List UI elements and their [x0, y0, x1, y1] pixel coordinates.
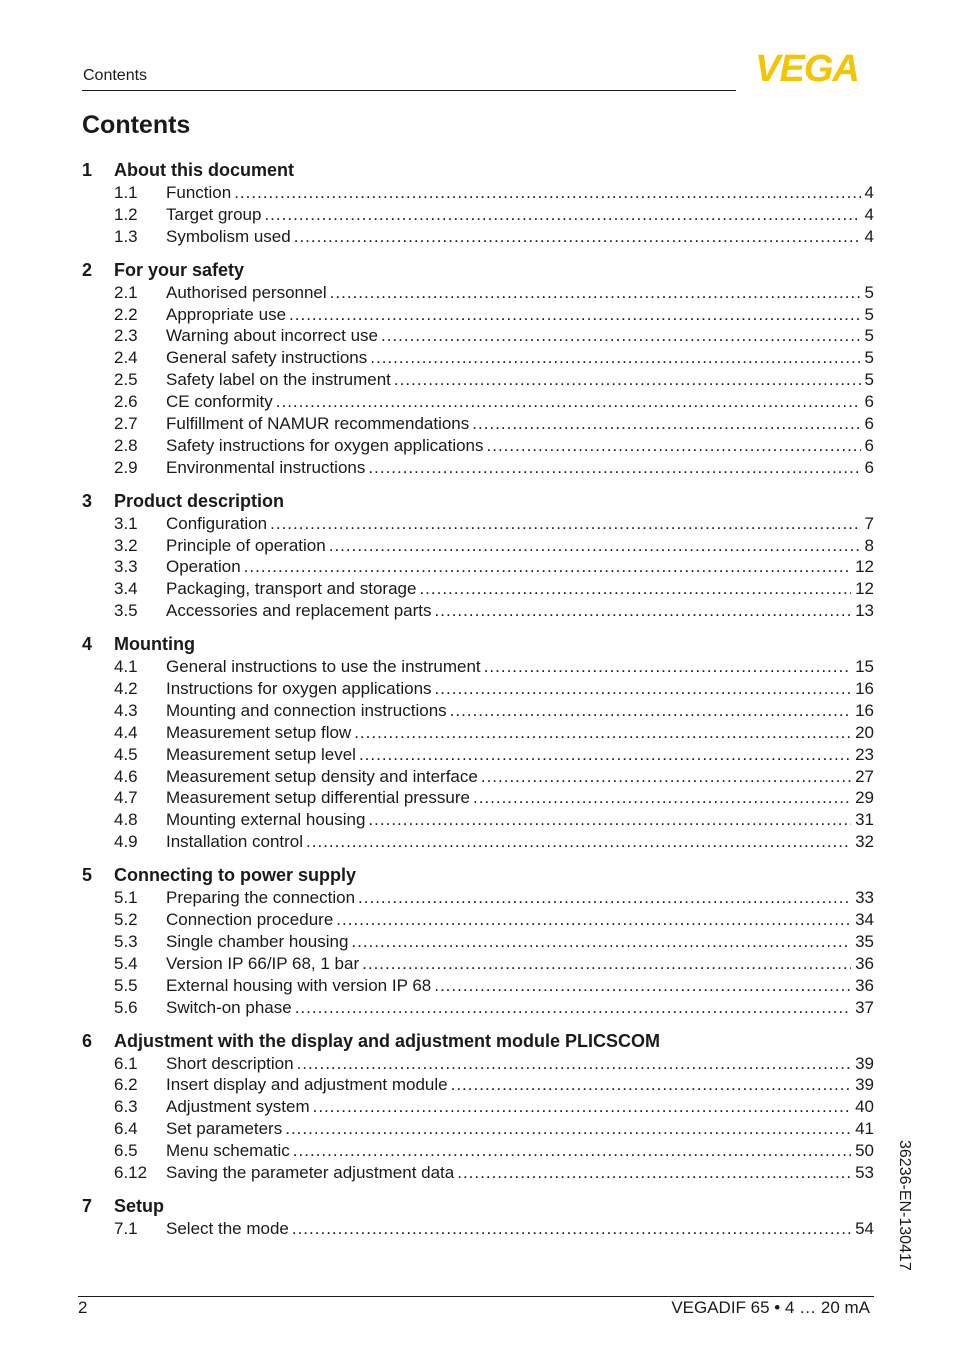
dot-leader [329, 536, 861, 556]
dot-leader [472, 414, 860, 434]
entry-number: 2.3 [114, 326, 138, 346]
page-title: Contents [82, 111, 191, 139]
dot-leader [295, 998, 851, 1018]
entry-page: 34 [855, 910, 874, 930]
section-title: Adjustment with the display and adjustment module PLICSCOM [114, 1030, 661, 1051]
section-number: 4 [82, 634, 93, 655]
toc-entry[interactable] [82, 1163, 874, 1185]
entry-page: 8 [864, 535, 874, 555]
dot-leader [276, 392, 861, 412]
entry-page: 29 [855, 788, 874, 808]
dot-leader [358, 888, 851, 908]
entry-number: 4.4 [114, 722, 138, 742]
toc-entry[interactable] [82, 1219, 874, 1241]
entry-number: 5.5 [114, 975, 138, 995]
dot-leader [306, 832, 851, 852]
entry-page: 50 [855, 1141, 874, 1161]
dot-leader [362, 954, 851, 974]
footer-rule [78, 1296, 874, 1297]
dot-leader [354, 723, 851, 743]
entry-number: 2.2 [114, 304, 138, 324]
section-title: Connecting to power supply [114, 865, 356, 886]
entry-title: Target group [166, 204, 262, 224]
entry-title: Adjustment system [166, 1097, 310, 1117]
toc-section [82, 863, 874, 1019]
entry-title: Configuration [166, 513, 268, 533]
entry-number: 5.1 [114, 888, 138, 908]
entry-number: 6.2 [114, 1075, 138, 1095]
entry-title: Principle of operation [166, 535, 326, 555]
toc-entry[interactable] [82, 414, 874, 436]
entry-page: 39 [855, 1053, 874, 1073]
logo-text: VEGA [755, 50, 859, 84]
section-title: About this document [114, 160, 294, 180]
toc-section [82, 632, 874, 854]
entry-page: 4 [864, 226, 874, 246]
entry-page: 53 [855, 1162, 874, 1182]
toc-entry[interactable] [82, 1075, 874, 1097]
footer-product: VEGADIF 65 • 4 … 20 mA [671, 1298, 870, 1317]
toc-section-heading[interactable] [82, 863, 874, 888]
toc-entry[interactable] [82, 536, 874, 558]
toc-entry[interactable] [82, 436, 874, 458]
dot-leader [234, 183, 860, 203]
entry-number: 6.4 [114, 1119, 138, 1139]
entry-number: 4.3 [114, 700, 138, 720]
toc-entry[interactable] [82, 723, 874, 745]
entry-number: 3.3 [114, 557, 138, 577]
entry-page: 12 [855, 557, 874, 577]
entry-page: 40 [855, 1097, 874, 1117]
entry-page: 33 [855, 888, 874, 908]
entry-page: 7 [864, 513, 874, 533]
section-number: 5 [82, 865, 93, 886]
entry-page: 12 [855, 579, 874, 599]
toc-entry[interactable] [82, 810, 874, 832]
section-number: 6 [82, 1030, 93, 1051]
dot-leader [435, 679, 852, 699]
entry-number: 2.5 [114, 370, 138, 390]
toc-entry[interactable] [82, 1141, 874, 1163]
entry-number: 1.3 [114, 226, 138, 246]
entry-title: Symbolism used [166, 226, 291, 246]
section-title: Product description [114, 490, 285, 511]
entry-number: 4.7 [114, 788, 138, 808]
dot-leader [359, 745, 851, 765]
section-number: 3 [82, 490, 93, 511]
entry-number: 7.1 [114, 1218, 138, 1238]
dot-leader [481, 767, 851, 787]
toc-entry[interactable] [82, 745, 874, 767]
entry-number: 6.1 [114, 1053, 138, 1073]
toc-entry[interactable] [82, 1119, 874, 1141]
dot-leader [244, 557, 851, 577]
entry-title: Function [166, 183, 232, 202]
dot-leader [330, 283, 861, 303]
entry-page: 16 [855, 679, 874, 699]
entry-page: 39 [855, 1075, 874, 1095]
entry-page: 54 [855, 1218, 874, 1238]
vega-logo [742, 50, 872, 84]
toc-entry[interactable] [82, 348, 874, 370]
entry-page: 5 [864, 282, 874, 302]
toc-entry[interactable] [82, 601, 874, 623]
entry-number: 2.9 [114, 457, 138, 477]
table-of-contents [82, 158, 874, 1250]
entry-number: 2.6 [114, 392, 138, 412]
entry-page: 13 [855, 601, 874, 621]
dot-leader [264, 205, 860, 225]
toc-entry[interactable] [82, 1097, 874, 1119]
entry-page: 5 [864, 304, 874, 324]
toc-entry[interactable] [82, 305, 874, 327]
entry-number: 4.1 [114, 657, 138, 677]
entry-title: Mounting external housing [166, 810, 366, 830]
entry-title: Fulfillment of NAMUR recommendations [166, 414, 470, 434]
entry-page: 41 [855, 1119, 874, 1139]
header-label: Contents [83, 67, 148, 84]
entry-page: 27 [855, 766, 874, 786]
toc-entry[interactable] [82, 283, 874, 305]
entry-number: 2.7 [114, 414, 138, 434]
dot-leader [435, 601, 852, 621]
entry-page: 36 [855, 975, 874, 995]
dot-leader [484, 657, 851, 677]
dot-leader [419, 579, 851, 599]
toc-entry[interactable] [82, 910, 874, 932]
entry-page: 31 [855, 810, 874, 830]
entry-title: Measurement setup level [166, 744, 356, 764]
dot-leader [270, 514, 860, 534]
section-title: Setup [114, 1195, 165, 1216]
toc-entry[interactable] [82, 370, 874, 392]
dot-leader [457, 1163, 851, 1183]
entry-number: 4.6 [114, 766, 138, 786]
entry-page: 15 [855, 657, 874, 677]
entry-number: 4.5 [114, 744, 138, 764]
entry-title: Appropriate use [166, 304, 287, 324]
toc-section-heading[interactable] [82, 1029, 874, 1054]
entry-page: 4 [864, 183, 874, 202]
toc-entry[interactable] [82, 679, 874, 701]
dot-leader [381, 326, 861, 346]
entry-number: 3.4 [114, 579, 138, 599]
dot-leader [368, 810, 851, 830]
toc-entry[interactable] [82, 183, 874, 205]
dot-leader [370, 348, 860, 368]
entry-page: 5 [864, 348, 874, 368]
entry-page: 23 [855, 744, 874, 764]
toc-entry[interactable] [82, 514, 874, 536]
entry-page: 5 [864, 370, 874, 390]
entry-page: 6 [864, 457, 874, 477]
dot-leader [313, 1097, 851, 1117]
section-title: For your safety [114, 259, 245, 280]
header-rule [82, 90, 736, 91]
entry-number: 5.2 [114, 910, 138, 930]
entry-number: 4.8 [114, 810, 138, 830]
entry-page: 6 [864, 414, 874, 434]
entry-title: Switch-on phase [166, 997, 292, 1017]
entry-number: 3.1 [114, 513, 138, 533]
entry-title: External housing with version IP 68 [166, 975, 432, 995]
dot-leader [297, 1054, 852, 1074]
entry-title: Short description [166, 1053, 294, 1073]
toc-section-heading[interactable] [82, 489, 874, 514]
entry-number: 5.6 [114, 997, 138, 1017]
entry-number: 3.5 [114, 601, 138, 621]
dot-leader [351, 932, 851, 952]
entry-page: 4 [864, 204, 874, 224]
toc-entry[interactable] [82, 458, 874, 480]
toc-entry[interactable] [82, 205, 874, 227]
toc-entry[interactable] [82, 701, 874, 723]
toc-entry[interactable] [82, 557, 874, 579]
dot-leader [285, 1119, 851, 1139]
toc-entry[interactable] [82, 788, 874, 810]
section-number: 7 [82, 1195, 93, 1216]
toc-section-heading[interactable] [82, 258, 874, 283]
entry-title: Instructions for oxygen applications [166, 679, 432, 699]
entry-title: Environmental instructions [166, 457, 366, 477]
entry-title: Select the mode [166, 1218, 289, 1238]
entry-number: 4.9 [114, 832, 138, 852]
entry-title: Safety label on the instrument [166, 370, 391, 390]
entry-number: 1.2 [114, 204, 138, 224]
toc-entry[interactable] [82, 954, 874, 976]
entry-number: 5.3 [114, 931, 138, 951]
dot-leader [434, 976, 851, 996]
entry-title: Warning about incorrect use [166, 326, 378, 346]
entry-title: Single chamber housing [166, 931, 349, 951]
entry-number: 5.4 [114, 953, 138, 973]
entry-title: Safety instructions for oxygen applications [166, 435, 484, 455]
dot-leader [293, 1141, 851, 1161]
toc-entry[interactable] [82, 1054, 874, 1076]
entry-title: Version IP 66/IP 68, 1 bar [166, 953, 360, 973]
entry-title: Installation control [166, 832, 304, 852]
entry-number: 2.1 [114, 282, 138, 302]
toc-entry[interactable] [82, 976, 874, 998]
toc-entry[interactable] [82, 832, 874, 854]
entry-number: 2.8 [114, 435, 138, 455]
entry-number: 3.2 [114, 535, 138, 555]
footer-page-number: 2 [78, 1298, 88, 1317]
toc-entry[interactable] [82, 767, 874, 789]
entry-number: 6.5 [114, 1141, 138, 1161]
toc-entry[interactable] [82, 657, 874, 679]
toc-entry[interactable] [82, 227, 874, 249]
entry-page: 6 [864, 435, 874, 455]
dot-leader [473, 788, 851, 808]
entry-page: 16 [855, 700, 874, 720]
entry-page: 32 [855, 832, 874, 852]
dot-leader [294, 227, 861, 247]
dot-leader [487, 436, 861, 456]
toc-section [82, 1029, 874, 1185]
entry-number: 1.1 [114, 183, 138, 202]
entry-title: Saving the parameter adjustment data [166, 1162, 455, 1182]
entry-title: Connection procedure [166, 910, 334, 930]
section-number: 1 [82, 160, 93, 180]
entry-title: Measurement setup density and interface [166, 766, 478, 786]
dot-leader [450, 701, 851, 721]
toc-section [82, 158, 874, 249]
entry-title: General instructions to use the instrument [166, 657, 481, 677]
entry-number: 4.2 [114, 679, 138, 699]
entry-page: 6 [864, 392, 874, 412]
entry-number: 6.3 [114, 1097, 138, 1117]
dot-leader [394, 370, 861, 390]
toc-entry[interactable] [82, 998, 874, 1020]
section-title: Mounting [114, 634, 195, 655]
toc-section [82, 258, 874, 480]
entry-title: Set parameters [166, 1119, 283, 1139]
entry-title: Menu schematic [166, 1141, 290, 1161]
entry-title: Measurement setup differential pressure [166, 788, 470, 808]
document-code: 36236-EN-130417 [896, 1140, 913, 1271]
entry-page: 20 [855, 722, 874, 742]
entry-page: 35 [855, 931, 874, 951]
entry-title: General safety instructions [166, 348, 368, 368]
entry-title: Mounting and connection instructions [166, 700, 447, 720]
toc-section-heading[interactable] [82, 158, 874, 183]
toc-entry[interactable] [82, 392, 874, 414]
dot-leader [292, 1219, 851, 1239]
toc-section-heading[interactable] [82, 1194, 874, 1219]
entry-title: Preparing the connection [166, 888, 356, 908]
toc-section [82, 489, 874, 623]
dot-leader [336, 910, 851, 930]
dot-leader [368, 458, 860, 478]
entry-number: 6.12 [114, 1162, 148, 1182]
toc-entry[interactable] [82, 888, 874, 910]
dot-leader [451, 1075, 851, 1095]
toc-section-heading[interactable] [82, 632, 874, 657]
dot-leader [289, 305, 861, 325]
toc-entry[interactable] [82, 579, 874, 601]
entry-title: Accessories and replacement parts [166, 601, 432, 621]
entry-page: 36 [855, 953, 874, 973]
toc-entry[interactable] [82, 932, 874, 954]
entry-title: Measurement setup flow [166, 722, 352, 742]
entry-page: 5 [864, 326, 874, 346]
toc-entry[interactable] [82, 326, 874, 348]
entry-title: Authorised personnel [166, 282, 327, 302]
entry-page: 37 [855, 997, 874, 1017]
toc-section [82, 1194, 874, 1241]
entry-number: 2.4 [114, 348, 138, 368]
entry-title: Operation [166, 557, 241, 577]
entry-title: Packaging, transport and storage [166, 579, 417, 599]
entry-title: CE conformity [166, 392, 273, 412]
entry-title: Insert display and adjustment module [166, 1075, 448, 1095]
section-number: 2 [82, 259, 93, 280]
